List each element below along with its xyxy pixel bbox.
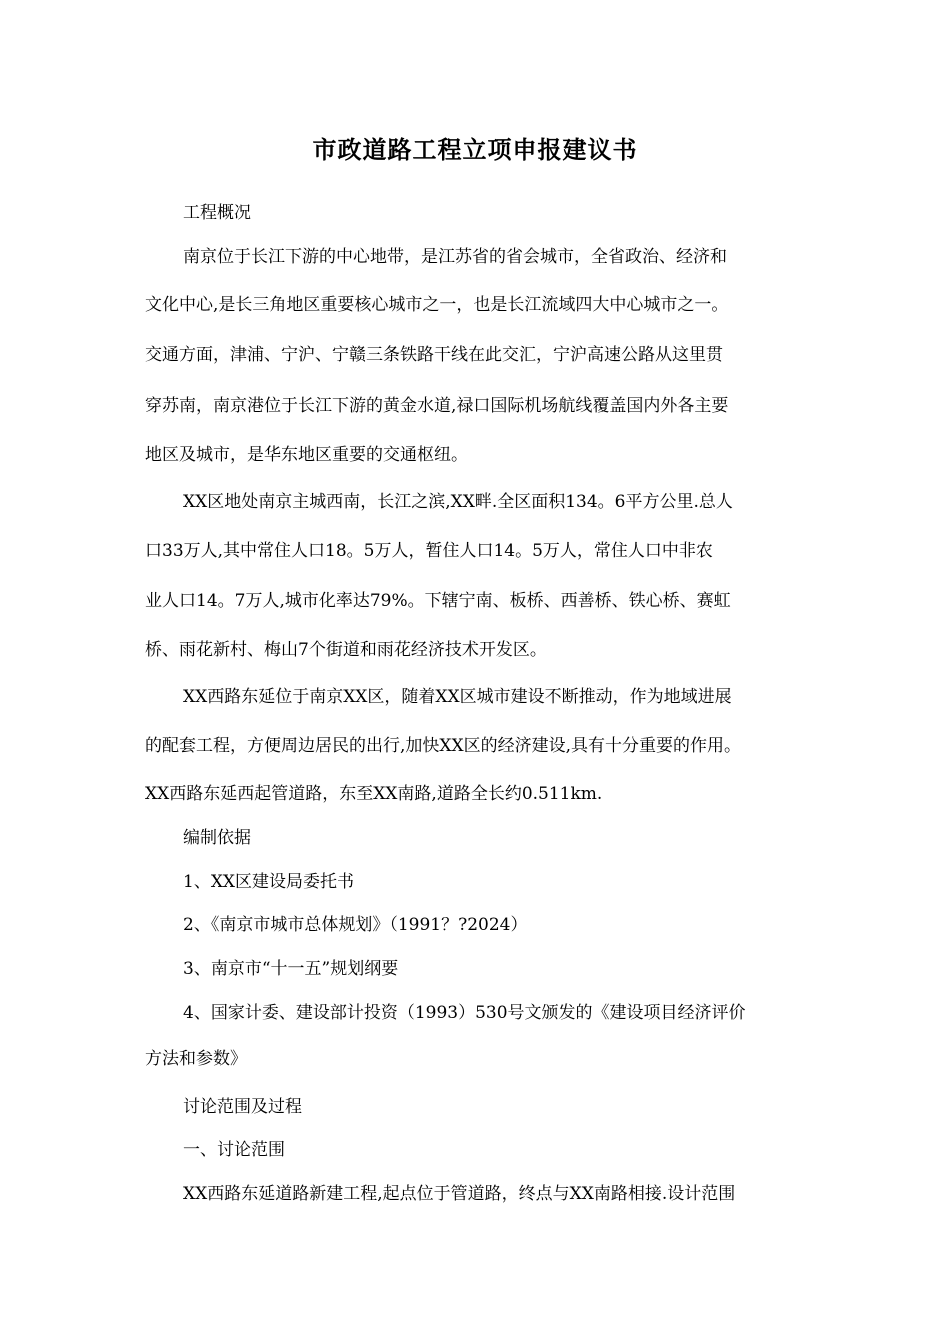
- section-heading-project-overview: 工程概况: [183, 203, 251, 223]
- paragraph-line: 文化中心,是长三角地区重要核心城市之一，也是长江流域四大中心城市之一。: [145, 295, 729, 315]
- document-title: 市政道路工程立项申报建议书: [312, 135, 638, 164]
- paragraph-line: XX西路东延位于南京XX区，随着XX区城市建设不断推动，作为地域进展: [183, 687, 732, 707]
- paragraph-line: 口33万人,其中常住人口18。5万人，暂住人口14。5万人，常住人口中非农: [145, 541, 713, 561]
- paragraph-line: XX西路东延西起管道路，东至XX南路,道路全长约0.511km.: [145, 784, 603, 804]
- paragraph-line: 地区及城市，是华东地区重要的交通枢纽。: [145, 445, 468, 465]
- paragraph-line: 交通方面，津浦、宁沪、宁赣三条铁路干线在此交汇，宁沪高速公路从这里贯: [145, 345, 723, 365]
- list-item: 3、南京市“十一五”规划纲要: [183, 959, 399, 979]
- list-item-continuation: 方法和参数》: [145, 1049, 247, 1069]
- paragraph-line: 桥、雨花新村、梅山7个街道和雨花经济技术开发区。: [145, 640, 547, 660]
- paragraph-line: 的配套工程，方便周边居民的出行,加快XX区的经济建设,具有十分重要的作用。: [145, 736, 742, 756]
- paragraph-line: XX区地处南京主城西南，长江之滨,XX畔.全区面积134。6平方公里.总人: [183, 492, 733, 512]
- section-heading-basis: 编制依据: [183, 828, 251, 848]
- list-item: 1、XX区建设局委托书: [183, 872, 355, 892]
- list-item: 4、国家计委、建设部计投资（1993）530号文颁发的《建设项目经济评价: [183, 1003, 746, 1023]
- subsection-heading: 一、讨论范围: [183, 1140, 285, 1160]
- paragraph-line: XX西路东延道路新建工程,起点位于管道路，终点与XX南路相接.设计范围: [183, 1184, 736, 1204]
- paragraph-line: 穿苏南，南京港位于长江下游的黄金水道,禄口国际机场航线覆盖国内外各主要: [145, 396, 729, 416]
- section-heading-scope: 讨论范围及过程: [183, 1097, 302, 1117]
- paragraph-line: 南京位于长江下游的中心地带，是江苏省的省会城市，全省政治、经济和: [183, 247, 727, 267]
- paragraph-line: 业人口14。7万人,城市化率达79%。下辖宁南、板桥、西善桥、铁心桥、赛虹: [145, 591, 731, 611]
- list-item: 2、《南京市城市总体规划》（1991？?2024）: [183, 915, 528, 935]
